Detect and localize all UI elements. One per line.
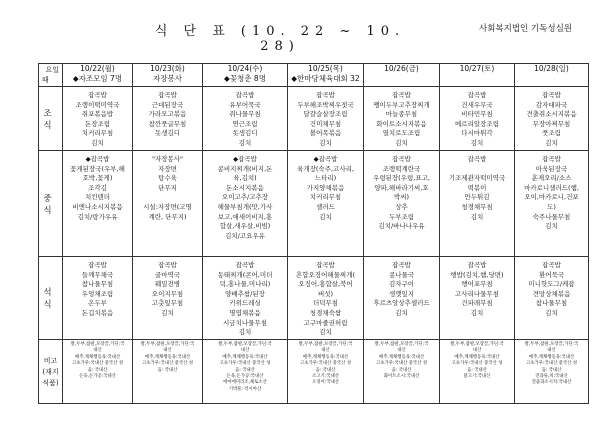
day-header xyxy=(63,64,133,87)
menu-item: 김치/랑가우유 xyxy=(77,212,118,221)
day-header xyxy=(515,64,589,87)
menu-item: 후르츠앙상추셀러드 xyxy=(373,299,430,308)
menu-item xyxy=(134,319,201,329)
menu-item: 청경채무침 xyxy=(461,202,493,211)
menu-item: 떡볶이 xyxy=(467,183,487,192)
menu-item: 잡곡밥 xyxy=(235,261,255,269)
note-line: 메추,계채행동육:국내산 xyxy=(302,354,349,360)
menu-item: 마카로니샐러드(햄, xyxy=(524,183,579,192)
day-header xyxy=(133,64,203,87)
menu-item: 김치/고요우유 xyxy=(225,231,265,240)
menu-item: 호박,꽃게) xyxy=(82,174,113,183)
note-line: 메추,계채행동육:국내산 xyxy=(144,354,191,360)
menu-item: 치커리무침 xyxy=(81,129,114,138)
menu-item: 견출쥐소시지볶음 xyxy=(526,110,577,119)
note-cell xyxy=(440,340,515,404)
menu-item: 김치 xyxy=(395,308,408,317)
dinner-row xyxy=(39,257,589,340)
weekly-menu-table xyxy=(38,63,589,404)
note-line: 고초가루:국내산 중국산 성 xyxy=(451,361,503,367)
menu-item: 돈깁치볶음 xyxy=(81,308,114,317)
day-event: ◆한마당체육대회 32 xyxy=(291,74,360,83)
menu-item: 돗생김디 xyxy=(154,129,181,138)
menu-item: 웨밀전병 xyxy=(154,280,181,289)
menu-cell xyxy=(515,151,589,257)
menu-item: 건미채무침 xyxy=(309,119,342,128)
note-cell xyxy=(203,340,288,404)
menu-item: 참나물무침 xyxy=(535,299,568,308)
menu-item: 김치 xyxy=(319,328,332,337)
menu-item: 들깨무채국 xyxy=(81,270,114,279)
lunch-row xyxy=(39,151,589,257)
menu-item: 유부어묵국 xyxy=(229,100,261,109)
menu-item: 더덕무침 xyxy=(312,299,339,308)
note-line: 내산 xyxy=(321,348,330,354)
menu-item: 돗생김디 xyxy=(232,129,258,138)
menu-item: 쨍이두부고추장찌개 xyxy=(373,100,430,109)
note-line: 음: 국내산 xyxy=(315,367,336,373)
menu-item: 동태찌개(콘어,미더 xyxy=(217,270,273,279)
menu-item: 잡곡밥 xyxy=(316,91,335,99)
note-line: 내산 xyxy=(163,348,172,354)
day-event: ◆자조모임 7명 xyxy=(72,74,123,83)
menu-cell xyxy=(515,87,589,151)
note-line: 견과류,치:국내산 xyxy=(535,374,568,380)
menu-item: 합살,새우살,비빔) xyxy=(219,222,271,231)
day-date: 10/24(수) xyxy=(227,64,263,73)
menu-item: 오징어,홍합살,북어 xyxy=(298,280,353,289)
menu-item: 계란, 단무지) xyxy=(148,212,187,221)
menu-item: 숙주나물무침 xyxy=(532,212,571,221)
menu-item: 연근조림 xyxy=(232,119,258,128)
menu-cell xyxy=(440,257,515,340)
menu-item: 시설:자장면(고명 xyxy=(143,202,192,211)
menu-item: 탕수육 xyxy=(158,174,177,183)
menu-item: 온두부 xyxy=(88,299,107,308)
menu-item: 돈소시지볶음 xyxy=(226,183,264,192)
menu-item xyxy=(516,319,587,329)
note-line: 고초가루:국내산 중국산 성 xyxy=(219,361,271,367)
menu-item: 양파,해바라기씨,호 xyxy=(374,183,429,192)
note-line: 음: 국내산 xyxy=(87,367,108,373)
note-cell xyxy=(133,340,203,404)
menu-item: 김치 xyxy=(238,328,252,337)
menu-item xyxy=(441,319,513,329)
note-line: 쌀,두부,잡팔,모장끌,가딘:국 xyxy=(140,342,195,347)
menu-item xyxy=(365,319,438,329)
menu-item: 오이지무침 xyxy=(151,289,184,298)
menu-item: 잡곡밥 xyxy=(392,155,411,163)
menu-item: 도) xyxy=(547,202,556,211)
header-row xyxy=(39,64,589,87)
menu-cell xyxy=(133,151,203,257)
menu-item xyxy=(64,319,131,329)
note-line: 쌀,두부,잡팔,모장끌,가딘:국 xyxy=(374,342,429,347)
note-line: 돈육,돈가공:국내산 xyxy=(79,374,116,380)
day-date: 10/28(일) xyxy=(534,64,569,73)
menu-cell xyxy=(288,87,364,151)
menu-item: 잡곡밥 xyxy=(158,261,177,269)
menu-item: 보고,애새이비지,홍 xyxy=(217,212,273,221)
note-line: 음: 국내산 xyxy=(235,367,255,373)
day-event: ◆꽃청춘 8명 xyxy=(224,74,266,83)
note-line: 쌀,두부,잡팔,모장끌,가딘:국 xyxy=(70,342,125,347)
note-line: 메추,계채행동육:국내산 xyxy=(528,354,575,360)
menu-item: 잡곡밥 xyxy=(316,261,335,269)
menu-item: 감자대파국 xyxy=(535,100,568,109)
menu-item: 김치 xyxy=(470,212,484,221)
meal-label: 때 xyxy=(42,76,49,84)
menu-item: 볼어목볶음 xyxy=(309,129,342,138)
menu-item: 훈제오리/소스 xyxy=(531,174,572,183)
note-line: 내산 xyxy=(547,348,556,354)
note-line: 쌀,두부,잡팔,모장끌,가딘:국 xyxy=(298,342,353,347)
menu-item: 덕,홍나물,미나리) xyxy=(219,280,271,289)
menu-item: 고구마줄권허림 xyxy=(303,318,348,327)
menu-item: 키위드레싱 xyxy=(229,299,261,308)
day-header xyxy=(288,64,364,87)
page-title: 식 단 표 (10. 22 ~ 10. 28) xyxy=(154,24,406,54)
menu-item: 셀러드 xyxy=(316,202,335,211)
menu-item: 근대된장국 xyxy=(151,100,184,109)
menu-item: 치킨텐더 xyxy=(84,193,111,202)
note-line: 메추,계채행동육:국내산 xyxy=(454,354,500,360)
menu-item: 메르리알장조림 xyxy=(455,119,499,128)
note-line: 소고기:국내산 xyxy=(312,374,339,380)
menu-item: 잡곡밥 xyxy=(467,91,487,99)
note-line: 내산 xyxy=(472,348,482,354)
menu-item: 김자구이 xyxy=(388,280,415,289)
menu-item: 청경채숙쌈 xyxy=(309,308,342,317)
menu-item: 참나물무침 xyxy=(81,280,114,289)
note-line: 고초가루:국내산 중국산 성 xyxy=(142,361,193,367)
menu-item: 자장면 xyxy=(158,164,177,173)
menu-item: 고춧잎무침 xyxy=(151,299,184,308)
menu-item: 조각김 xyxy=(88,183,107,192)
corner-cell xyxy=(39,64,63,87)
menu-item: 잡곡밥 xyxy=(392,261,411,269)
menu-item: 잡곡밥 xyxy=(88,91,107,99)
day-label: 요일 xyxy=(45,66,59,74)
menu-cell xyxy=(203,151,288,257)
menu-item: 김치 xyxy=(545,222,558,231)
breakfast-row xyxy=(39,87,589,151)
menu-item: 조랭떡계란국 xyxy=(382,164,421,173)
menu-item: 시금치나물무침 xyxy=(223,318,267,327)
menu-item: 김치 xyxy=(470,308,484,317)
note-line: 음: 국내산 xyxy=(541,367,562,373)
menu-cell xyxy=(288,151,364,257)
menu-item: "자장봉사" xyxy=(151,155,184,163)
note-line: 음: 국내산 xyxy=(467,367,487,373)
note-line: 화이트소시:국내산 xyxy=(383,374,420,380)
menu-item: 골마역국 xyxy=(154,270,181,279)
menu-item: 달걀슬살장조림 xyxy=(303,110,348,119)
menu-item: 꽃게된장국(우부,해 xyxy=(70,164,125,173)
menu-item: 풋조림 xyxy=(542,129,561,138)
menu-item: 콩비지찌개(비지,돈 xyxy=(217,164,273,173)
note-line: 에마에미리조,체토소산 xyxy=(223,380,267,386)
menu-item: 육개장(숙주,고사리, xyxy=(297,164,354,173)
menu-item: 조랭이떡미역국 xyxy=(75,100,120,109)
meal-label-dinner: 석 식 xyxy=(39,257,63,340)
menu-item: 우엉채조림 xyxy=(81,289,114,298)
menu-item: 상추 xyxy=(395,202,408,211)
note-line: 내산 xyxy=(93,348,102,354)
menu-cell xyxy=(203,87,288,151)
menu-item: 우렁된장(우렁,표고, xyxy=(373,174,430,183)
menu-item: 열치로도조림 xyxy=(382,129,421,138)
note-line: 닭고기:국내산 xyxy=(463,374,491,380)
menu-item: 김치 xyxy=(545,308,558,317)
menu-item: 김치 xyxy=(161,308,174,317)
day-event: 자장봉사 xyxy=(153,74,182,83)
menu-item: 화이트소시지볶음 xyxy=(376,119,427,128)
menu-item: 행어포무침 xyxy=(461,280,493,289)
menu-item: 잡곡밥 xyxy=(158,91,177,99)
day-header xyxy=(203,64,288,87)
menu-cell xyxy=(440,87,515,151)
menu-item: 잡곡밥 xyxy=(88,261,107,269)
menu-item: 해물부침개(맛,가사 xyxy=(217,202,273,211)
menu-item: 오이고추/고추장 xyxy=(221,193,269,202)
menu-cell xyxy=(515,257,589,340)
note-line: 고초가루:국내산 중국산 성 xyxy=(72,361,123,367)
menu-item: 김치 xyxy=(238,138,252,147)
menu-item xyxy=(441,165,513,175)
day-date: 10/22(월) xyxy=(80,64,115,73)
menu-item: 김치 xyxy=(470,138,484,147)
organization-name: 사회복지법인 기독성심원 xyxy=(478,24,572,34)
note-line: 음: 국내산 xyxy=(391,367,412,373)
menu-item: 가라모고볶음 xyxy=(148,110,187,119)
menu-item: 만두튀김 xyxy=(464,193,490,202)
menu-item: 김치 xyxy=(395,138,408,147)
menu-item xyxy=(134,193,201,203)
menu-item: ◆잡곡밥 xyxy=(313,155,338,163)
day-header xyxy=(364,64,440,87)
menu-item: 아욱된장국 xyxy=(535,164,568,173)
note-label-line: (재지식품) xyxy=(42,368,59,387)
note-line: 쌀,두부,잡팔,모장끌,가딘:국 xyxy=(218,342,272,347)
menu-item: 김치/바나나우유 xyxy=(378,222,425,231)
note-cell xyxy=(364,340,440,404)
note-line: 메추,계채행동육:국내산 xyxy=(74,354,121,360)
menu-item: 잡곡밥 xyxy=(467,261,487,269)
menu-item: 참깐풋글무침 xyxy=(148,119,187,128)
menu-item: 두부조림 xyxy=(388,212,415,221)
day-date: 10/27(토) xyxy=(459,64,495,73)
note-line: 내산 xyxy=(240,348,250,354)
menu-item: 행밥(김치,햄,당면) xyxy=(450,270,504,279)
menu-item: 생깻잎지 xyxy=(388,289,415,298)
menu-item: 돈장조림 xyxy=(84,119,111,128)
notes-row xyxy=(39,340,589,404)
menu-item: 김치 xyxy=(545,138,558,147)
note-line: 오징어:국내산 xyxy=(312,380,339,386)
menu-item: 고사리나물무침 xyxy=(455,289,499,298)
note-line: 내산 xyxy=(397,348,406,354)
menu-item: 잡곡밥 xyxy=(235,91,255,99)
menu-cell xyxy=(288,257,364,340)
menu-item: ◆잡곡밥 xyxy=(85,155,110,163)
menu-item: 쥐포볶음밥 xyxy=(81,110,114,119)
menu-item: 김치 xyxy=(319,138,332,147)
menu-item: 잡곡밥 xyxy=(542,261,561,269)
day-date: 10/23(화) xyxy=(150,64,185,73)
note-line: 기박물: 러시아산 xyxy=(228,386,262,392)
menu-item: 미니핫도그/케잡 xyxy=(528,280,575,289)
menu-cell xyxy=(63,257,133,340)
menu-cell xyxy=(203,257,288,340)
note-line: 메추,계채행동육:국내산 xyxy=(378,354,425,360)
note-line: 견출과소시지:국내산 xyxy=(531,380,572,386)
menu-cell xyxy=(440,151,515,257)
menu-item: 김치 xyxy=(91,138,104,147)
menu-item: 오이,마카로니,건포 xyxy=(524,193,579,202)
meal-label-breakfast: 조 식 xyxy=(39,87,63,151)
note-label-line: 비고 xyxy=(43,357,58,365)
menu-item: 잡곡밥 xyxy=(542,91,561,99)
menu-item: 박씨) xyxy=(393,193,410,202)
menu-item: 명엽채볶음 xyxy=(229,308,261,317)
note-line: 쌀,두부,잡팔,모장끌,가딘:국 xyxy=(524,342,579,347)
menu-item xyxy=(441,222,513,232)
note-line: 메추,계채행동육:국내산 xyxy=(222,354,268,360)
menu-item: 환어묵국 xyxy=(538,270,565,279)
menu-item: 잡곡밥 xyxy=(392,91,411,99)
menu-item: ◆잡곡밥 xyxy=(233,155,257,163)
note-line: 쌀,두부,잡팔,모장끌,가딘:국 xyxy=(450,342,504,347)
day-date: 10/26(금) xyxy=(384,64,419,73)
menu-item: 견망상채볶음 xyxy=(532,289,571,298)
menu-item: 잡곡밥 xyxy=(467,155,487,163)
day-header xyxy=(440,64,515,87)
day-date: 10/25(목) xyxy=(308,64,343,73)
note-cell xyxy=(515,340,589,404)
menu-cell xyxy=(133,87,203,151)
menu-item: 마늘종무침 xyxy=(385,110,418,119)
menu-item: 단무지 xyxy=(158,183,177,192)
menu-item: 건파래무침 xyxy=(461,299,493,308)
menu-item: 쥐나물무침 xyxy=(229,110,261,119)
menu-item: 무장아찌무침 xyxy=(532,119,571,128)
menu-item xyxy=(134,139,201,149)
menu-item: 비타민무침 xyxy=(461,110,493,119)
note-label xyxy=(39,340,63,404)
menu-item: 비엔나소시지볶음 xyxy=(72,202,123,211)
menu-item: 잡곡밥 xyxy=(542,155,561,163)
menu-item: 양배추쌈/된장 xyxy=(225,289,265,298)
menu-cell xyxy=(63,151,133,257)
menu-cell xyxy=(63,87,133,151)
menu-item: 두부해조박찌우젓국 xyxy=(297,100,354,109)
menu-item: 육,김치) xyxy=(233,174,257,183)
note-line: 고초가루:국내산 중국산 성 xyxy=(526,361,577,367)
note-line xyxy=(134,374,201,380)
note-cell xyxy=(288,340,364,404)
menu-cell xyxy=(364,151,440,257)
menu-cell xyxy=(133,257,203,340)
menu-item: 다시마튀각 xyxy=(461,129,493,138)
menu-item: 치커리무침 xyxy=(309,193,342,202)
menu-item: 흔합오징어해물찌개( xyxy=(295,270,356,279)
meal-label-lunch: 중 식 xyxy=(39,151,63,257)
note-line: 돈육,돈가공:국내산 xyxy=(226,374,264,380)
note-line: 고초가루:국내산 중국산 성 xyxy=(376,361,427,367)
menu-cell xyxy=(364,87,440,151)
note-line: 고초가루:국내산 중국산 성 xyxy=(300,361,351,367)
note-cell xyxy=(63,340,133,404)
menu-item: 가지양채볶음 xyxy=(306,183,345,192)
menu-item: 건새우무국 xyxy=(461,100,493,109)
menu-cell xyxy=(364,257,440,340)
menu-item: 김치 xyxy=(319,212,332,221)
note-line: 음: 국내산 xyxy=(157,367,178,373)
menu-item: 기조제관자떡미역국 xyxy=(448,174,506,183)
menu-item: 버섯) xyxy=(317,289,334,298)
menu-item: 콩나물국 xyxy=(388,270,415,279)
menu-item: 느타리) xyxy=(314,174,337,183)
